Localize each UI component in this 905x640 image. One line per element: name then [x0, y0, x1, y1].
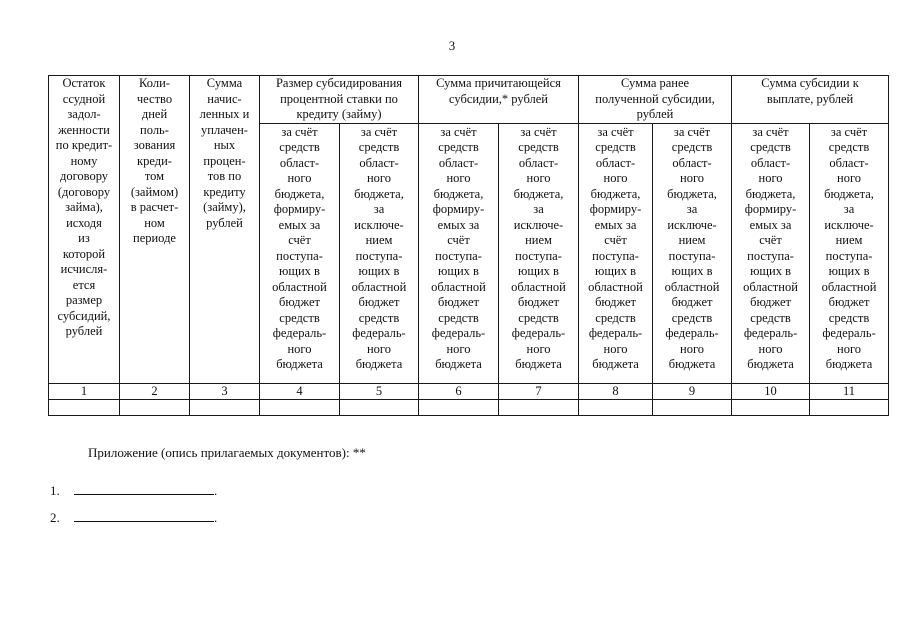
column-number: 8 — [579, 383, 653, 399]
attachment-item-2 — [50, 509, 217, 526]
column-number: 11 — [810, 383, 889, 399]
table-cell[interactable] — [120, 399, 190, 415]
header-interest-paid: Сумма начис- ленных и уплачен- ных процен- тов по кредиту (займу), рублей — [190, 76, 260, 384]
attachment-blank-line[interactable] — [74, 509, 214, 522]
subheader-federal-funds: за счёт средств област- ного бюджета, формиру- емых за счёт поступа- ющих в областной бюджет средств федераль- ного бюджета — [732, 123, 810, 383]
column-number: 9 — [653, 383, 732, 399]
subsidy-calculation-table — [48, 75, 889, 416]
subheader-regional-funds: за счёт средств област- ного бюджета, за исключе- нием поступа- ющих в областной бюджет средств федераль- ного бюджета — [340, 123, 419, 383]
header-days-used: Коли- чество дней поль- зования креди- том (займом) в расчет- ном периоде — [120, 76, 190, 384]
attachment-number: 2. — [50, 510, 60, 525]
attachments-heading: Приложение (опись прилагаемых документов): ** — [88, 445, 366, 460]
subheader-regional-funds: за счёт средств област- ного бюджета, за исключе- нием поступа- ющих в областной бюджет средств федераль- ного бюджета — [653, 123, 732, 383]
table-cell[interactable] — [810, 399, 889, 415]
column-number: 1 — [49, 383, 120, 399]
table-cell[interactable] — [190, 399, 260, 415]
header-subsidy-rate: Размер субсидирования процентной ставки по кредиту (займу) — [260, 76, 419, 124]
table-cell[interactable] — [732, 399, 810, 415]
header-row-groups — [49, 76, 889, 124]
column-number: 4 — [260, 383, 340, 399]
column-number: 3 — [190, 383, 260, 399]
subheader-regional-funds: за счёт средств област- ного бюджета, за исключе- нием поступа- ющих в областной бюджет средств федераль- ного бюджета — [810, 123, 889, 383]
attachment-blank-line[interactable] — [74, 482, 214, 495]
table-cell[interactable] — [579, 399, 653, 415]
subheader-federal-funds: за счёт средств област- ного бюджета, формиру- емых за счёт поступа- ющих в областной бюджет средств федераль- ного бюджета — [260, 123, 340, 383]
header-loan-balance: Остаток ссудной задол- женности по кредит- ному договору (договору займа), исходя из которой исчисля- ется размер субсидий, рублей — [49, 76, 120, 384]
header-subsidy-received: Сумма ранее полученной субсидии, рублей — [579, 76, 732, 124]
subheader-regional-funds: за счёт средств област- ного бюджета, за исключе- нием поступа- ющих в областной бюджет средств федераль- ного бюджета — [499, 123, 579, 383]
attachment-number: 1. — [50, 483, 60, 498]
attachment-item-1 — [50, 482, 217, 499]
header-subsidy-payable: Сумма субсидии к выплате, рублей — [732, 76, 889, 124]
column-number: 6 — [419, 383, 499, 399]
header-subsidy-due: Сумма причитающейся субсидии,* рублей — [419, 76, 579, 124]
subheader-federal-funds: за счёт средств област- ного бюджета, формиру- емых за счёт поступа- ющих в областной бюджет средств федераль- ного бюджета — [419, 123, 499, 383]
column-number: 2 — [120, 383, 190, 399]
table-cell[interactable] — [499, 399, 579, 415]
column-number: 10 — [732, 383, 810, 399]
column-number: 5 — [340, 383, 419, 399]
column-number-row — [49, 383, 889, 399]
table-cell[interactable] — [260, 399, 340, 415]
attachment-trailing: . — [214, 510, 218, 525]
subheader-federal-funds: за счёт средств област- ного бюджета, формиру- емых за счёт поступа- ющих в областной бюджет средств федераль- ного бюджета — [579, 123, 653, 383]
table-cell[interactable] — [653, 399, 732, 415]
table-data-row — [49, 399, 889, 415]
column-number: 7 — [499, 383, 579, 399]
table-cell[interactable] — [340, 399, 419, 415]
table-cell[interactable] — [49, 399, 120, 415]
page-number: 3 — [448, 38, 456, 53]
attachment-trailing: . — [214, 483, 218, 498]
table-cell[interactable] — [419, 399, 499, 415]
